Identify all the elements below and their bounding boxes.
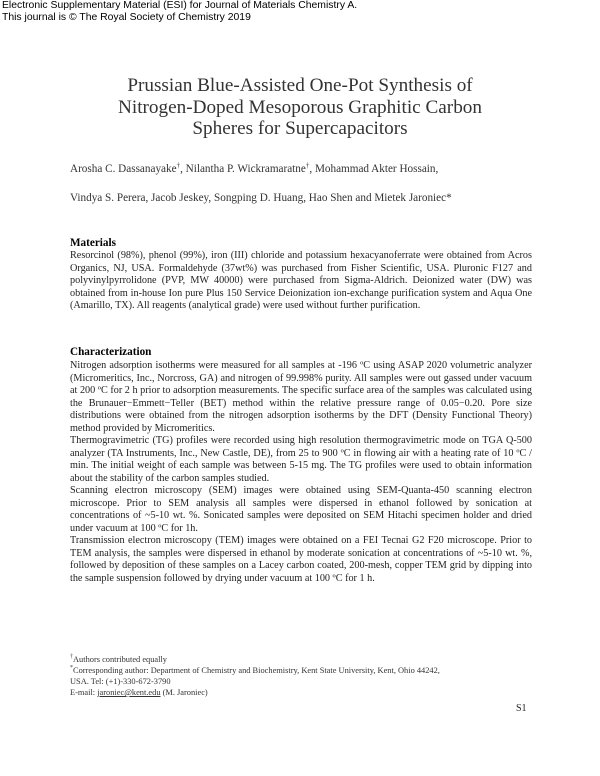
- characterization-heading: Characterization: [70, 346, 152, 358]
- footnote-email: [70, 687, 540, 698]
- header-line-2: This journal is © The Royal Society of Chemistry 2019: [2, 12, 251, 23]
- materials-heading: Materials: [70, 237, 116, 249]
- email-label: E-mail:: [70, 688, 98, 697]
- email-link[interactable]: jaroniec@kent.edu: [97, 688, 161, 697]
- dagger-mark: †: [305, 161, 310, 170]
- author-list-line-2: Vindya S. Perera, Jacob Jeskey, Songping D. Huang, Hao Shen and Mietek Jaroniec*: [70, 192, 452, 204]
- materials-text: Resorcinol (98%), phenol (99%), iron (III) chloride and potassium hexacyanoferrate were obtained from Acros Organics, NJ, USA. Formaldehyde (37wt%) was purchased from Fisher Scientific, USA. Pluronic F127 and polyvinylpyrrolidone (PVP, MW 40000) were purchased from Sigma-Aldrich. Deionized water (DW) was obtained from in-house Ion pure Plus 150 Service Deionization ion-exchange purification system and Aqua One (Amarillo, TX). All reagents (analytical grade) were used without further purification.: [70, 250, 532, 311]
- paper-title: [60, 75, 540, 140]
- footnote-tel: USA. Tel: (+1)-330-672-3790: [70, 677, 171, 686]
- page-number: S1: [516, 703, 527, 714]
- author-1: Arosha C. Dassanayake: [70, 163, 177, 175]
- characterization-section: [70, 360, 532, 585]
- thermogravimetric-paragraph: Thermogravimetric (TG) profiles were recorded using high resolution thermogravimetric mode on TGA Q-500 analyzer (TA Instruments, Inc., New Castle, DE), from 25 to 900 ºC in flowing air with a heating rate of 10 ºC / min. The initial weight of each sample was between 5-15 mg. The TG profiles were used to obtain information about the stability of the carbon samples studied.: [70, 435, 532, 484]
- author-3: , Mohammad Akter Hossain,: [309, 163, 439, 175]
- nitrogen-adsorption-paragraph: Nitrogen adsorption isotherms were measured for all samples at -196 ºC using ASAP 2020 volumetric analyzer (Micromeritics, Inc., Norcross, GA) and nitrogen of 99.998% purity. All samples were out gassed under vacuum at 200 ºC for 2 h prior to adsorption measurements. The specific surface area of the samples was calculated using the Brunauer−Emmett−Teller (BET) method within the relative pressure range of 0.05−0.20. Pore size distributions were obtained from the nitrogen adsorption isotherms by the DFT (Density Functional Theory) method provided by Micromeritics.: [70, 360, 532, 434]
- header-line-1: Electronic Supplementary Material (ESI) for Journal of Materials Chemistry A.: [2, 0, 358, 11]
- materials-paragraph: [70, 250, 532, 313]
- author-2: , Nilantha P. Wickramaratne: [180, 163, 306, 175]
- journal-header: [2, 0, 598, 24]
- footnotes: [70, 654, 540, 698]
- dagger-mark: †: [176, 161, 181, 170]
- title-line-3: Spheres for Supercapacitors: [192, 118, 408, 139]
- title-line-1: Prussian Blue-Assisted One-Pot Synthesis of: [127, 75, 473, 96]
- footnote-corresponding: [70, 665, 540, 676]
- tem-paragraph: Transmission electron microscopy (TEM) images were obtained on a FEI Tecnai G2 F20 microscope. Prior to TEM analysis, the samples were dispersed in ethanol by moderate sonication at concentrations of ~5-10 wt. %, followed by deposition of these samples on a Lacey carbon coated, 200-mesh, copper TEM grid by dipping into the sample suspension followed by drying under vacuum at 100 ºC for 1 h.: [70, 535, 532, 584]
- dagger-mark: †: [70, 654, 73, 661]
- star-mark: *: [70, 665, 73, 672]
- title-line-2: Nitrogen-Doped Mesoporous Graphitic Carbon: [118, 96, 482, 118]
- footnote-equal-contribution: [70, 654, 540, 665]
- footnote-text: Corresponding author: Department of Chemistry and Biochemistry, Kent State University, Kent, Ohio 44242,: [73, 666, 440, 675]
- author-list-line-1: [70, 163, 550, 176]
- footnote-text: Authors contributed equally: [73, 655, 167, 664]
- sem-paragraph: Scanning electron microscopy (SEM) images were obtained using SEM-Quanta-450 scanning electron microscope. Prior to SEM analysis all samples were dispersed in ethanol followed by sonication at concentrations of ~5-10 wt. %. Sonicated samples were deposited on SEM Hitachi specimen holder and dried under vacuum at 100 ºC for 1h.: [70, 485, 532, 534]
- email-suffix: (M. Jaroniec): [160, 688, 208, 697]
